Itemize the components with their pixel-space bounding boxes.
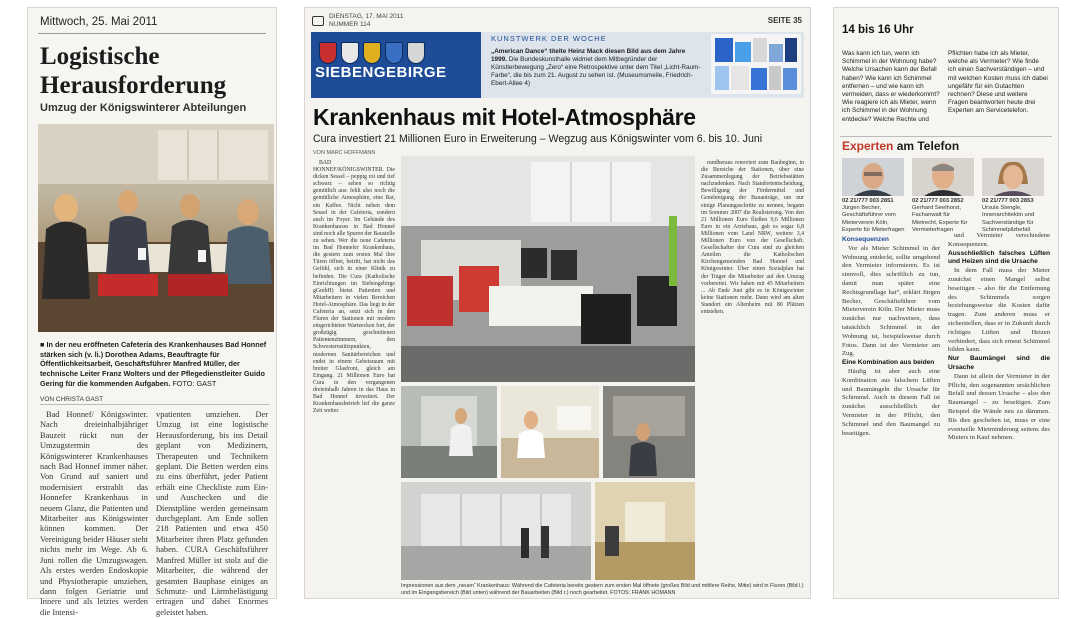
article-headline: Krankenhaus mit Hotel-Atmosphäre [313, 104, 696, 130]
expert-contact [912, 198, 976, 234]
expert-phone: 02 21/777 003 2852 [912, 198, 964, 204]
left-clipping [28, 8, 276, 617]
cafeteria-main-photo-illustration [401, 156, 695, 382]
expert-name: Jürgen Becher, [842, 205, 881, 212]
article-column-2 [156, 410, 268, 617]
photo-credit: FOTOS: FRANK HOMANN [610, 589, 676, 596]
issue-number: NUMMER 114 [329, 21, 371, 28]
body-text: In dem Fall muss der Mieter zunächst einen Mangel selbst beseitigen – also für die Entfernung des Schimmels sorgen beziehungsweise die Kosten dafür tragen. Zum anderen muss er sicherstellen, dass er in Zukunft durch richtiges Lüften und Heizen verhindert, dass sich erneut Schimmel bilden kann. [948, 267, 1050, 354]
section-heading: Konsequenzen [842, 236, 889, 243]
expert-portrait [842, 158, 904, 196]
expert-portrait-illustration [982, 158, 1044, 196]
questions-right: Pflichten habe ich als Mieter, welche als Vermieter? Wie finde ich einen Sachverständigen – und mit welchen Kosten muss ich dabei ungefähr für ein Gutachten rechnen? Diese und weitere Fragen beantworten heute drei Experten am Servicetelefon. [948, 50, 1048, 115]
expert-contact [842, 198, 906, 234]
photo-caption [40, 340, 272, 389]
divider [40, 404, 270, 405]
page-number: SEITE 35 [767, 16, 802, 25]
construction-photo [603, 386, 695, 478]
hotline-time: 14 bis 16 Uhr [842, 24, 914, 36]
artwork-text: Die Bundeskunsthalle widmet dem Mitbegründer der Künstlerbewegung „Zero“ eine Retrospektive unter dem Titel „Licht-Raum-Farbe“, die bis zum 21. August zu sehen ist. (Museumsmeile, Friedrich-Ebert-Allee 4) [491, 56, 701, 87]
cafeteria-main-photo [401, 156, 695, 382]
cafeteria-counter-photo-illustration [501, 386, 599, 478]
clipping-date: Mittwoch, 25. Mai 2011 [40, 16, 158, 28]
photo-credit: FOTO: GAST [172, 378, 217, 388]
corridor-photo-illustration [401, 386, 497, 478]
expert-contact [982, 198, 1046, 234]
corridor-photo [401, 386, 497, 478]
subheadline: Umzug der Königswinterer Abteilungen [40, 102, 247, 114]
town-crest-icon [385, 42, 403, 64]
caption-text: In der neu eröffneten Cafeteria des Krankenhauses Bad Honnef stärken sich (v. li.) Dorothea Adams, Beauftragte für Öffentlichkeitsarbeit, Geschäftsführer Manfred Müller, der technische Leiter Franz Wolters und der Pflegedienstleiter Guido Gering für die kommenden Aufgaben. [40, 340, 267, 388]
town-crest-icon [407, 42, 425, 64]
newspaper-logo-icon [312, 16, 324, 26]
foyer-photo-illustration [595, 482, 695, 580]
byline: VON CHRISTA GAST [40, 396, 104, 403]
headline: Logistische Herausforderung [40, 43, 227, 99]
expert-name: Ursula Stengle, [982, 205, 1022, 212]
expert-portrait-illustration [912, 158, 974, 196]
center-clipping [305, 8, 810, 598]
expert-role: Geschäftsführer vom Mieterverein Köln, Experte für Mieterfragen [842, 212, 905, 233]
expert-portrait [912, 158, 974, 196]
right-clipping [834, 8, 1058, 598]
article-column-b [701, 160, 804, 580]
issue-date: DIENSTAG, 17. MAI 2011 [329, 13, 404, 20]
bullet-square-icon: ■ [40, 340, 47, 349]
expert-role: Fachanwalt für Mietrecht, Experte für Vermieterfragen [912, 212, 968, 233]
cafeteria-photo-illustration [38, 124, 274, 332]
expert-portrait [982, 158, 1044, 196]
construction-photo-illustration [603, 386, 695, 478]
body-text: Vor als Mieter Schimmel in der Wohnung entdeckt, sollte umgehend den Vermieter informieren. Es ist sinnvoll, dies schriftlich zu tun, damit man später eine Rechtsgrundlage hat“, erklärt Jürgen Becher, Geschäftsführer vom Mieterverein Köln. Der Mieter muss zunächst nur nachweisen, dass tatsächlich Schimmel in der Wohnung ist, beispielsweise durch Fotos. Dann ist der Vermieter am Zug. [842, 244, 940, 358]
entrance-photo [401, 482, 591, 580]
photo-caption [401, 583, 805, 596]
town-crest-icon [363, 42, 381, 64]
article-column-1 [40, 410, 148, 617]
byline: VON MARC HOFFMANN [313, 150, 376, 156]
body-text: Dann ist allein der Vermieter in der Pflicht, den sogenannten ursächlichen Befall und dessen Ursache – also den Baumangel – zu beseitigen. Zum Beispiel die Wände neu zu dämmen. Bis dies geschehen ist, muss er eine eventuelle Mietminderung seitens des Mieters in Kauf nehmen. [948, 372, 1050, 442]
issue-info [329, 13, 529, 29]
region-title: SIEBENGEBIRGE [315, 64, 447, 81]
divider [38, 33, 266, 34]
experts-heading [842, 139, 959, 153]
expert-role: Innenarchitektin und Sachverständige für Schimmelpilzbefall [982, 212, 1035, 233]
expert-phone: 02 21/777 003 2853 [982, 198, 1034, 204]
section-heading: Eine Kombination aus beiden [842, 359, 935, 367]
town-crest-icon [319, 42, 337, 64]
body-text: Bad Honnef/ Königswinter. Nach dreieinhalbjähriger Bauzeit rückt nun der Umzugstermin des Königswinterer Krankenhauses nach Bad Honnef immer näher. Von Grund auf saniert und modernisiert erstrahlt das Honnefer Krankenhaus in neuem Glanz, die Patienten und Mitarbeiter aus Königswinter können kommen. Der Vereinigung beider Häuser steht nichts mehr im Wege. Ab 6. Juni rollen die Umzugswagen. Als erstes werden Endoskopie und Physiotherapie umziehen, dann folgen Geriatrie und Innere und als letztes werden die Intensi- [40, 410, 148, 617]
expert-portrait-illustration [842, 158, 904, 196]
article-deck: Cura investiert 21 Millionen Euro in Erweiterung – Wegzug aus Königswinter vom 6. bis 10. Juni [313, 133, 763, 145]
artwork-illustration [711, 34, 801, 94]
article-column-left [842, 232, 940, 596]
section-heading: Nur Baumängel sind die Ursache [948, 355, 1050, 371]
body-text: BAD HONNEF/KÖNIGSWINTER. Die dicken Sessel – peppig rot und tief schwarz – sehen so richtig gemütlich aus: fehlt also noch die gemütliche Atmosphäre, eine Bar, ein Kaffee. Nicht neben dem Sessel in der Cafeteria, sondern auch im Foyer. Im Gebäude des Krankenhauses in Bad Honnef sind noch alle Spuren der Baustelle zu sehen. Wer die neue Cafeteria im Bad Honnefer Krankenhaus, die gestern zum ersten Mal ihre Türen öffnet, betritt, hat nicht das Gefühl, sich in einer Klinik zu befinden. Die Cura (Katholische Einrichtungen im Siebengebirge gGmbH) bietet Patienten und Mitarbeitern in vielen Bereichen Hotel-Atmosphäre. Das liegt in der Cafeteria an, setzt sich in den Fluren der Stationen mit modern eingerichteten Warteecken fort, der großzügig geschnittenen Patientenzimmern, den Schwesternstützpunkten, modernen Sanitärbereichen und endet in einem Gebetsraum mit breiter Glasfront, gleich am Eingang. 21 Millionen Euro hat Cura in den vergangenen dreieinhalb Jahren in das Haus in Bad Honnef investiert. Der Krankenhausbetrieb lief die ganze Zeit weiter. [313, 160, 395, 415]
artwork-image [711, 34, 801, 94]
body-text: Häufig ist aber auch eine Kombination aus falschem Lüften und Baumängeln die Ursache für Schimmel. Auch in diesem Fall ist zunächst ausschließlich der Vermieter in der Pflicht, den Schimmel und den Baumangel zu beseitigen. [842, 367, 940, 437]
expert-phone: 02 21/777 003 2851 [842, 198, 894, 204]
town-crest-icon [341, 42, 359, 64]
cafeteria-counter-photo [501, 386, 599, 478]
article-column-right [948, 232, 1050, 596]
body-text: vpatienten umziehen. Der Umzug ist eine logistische Herausforderung, bis ins Detail geplant von Medizinern, Therapeuten und Technikern geplant. Die Betten werden eins zu eins überführt, jeder Patient erhält eine Checkliste zum Ein- und Auschecken und die Dienstpläne werden gemeinsam durchgeplant. Am Ende sollen 218 Patienten und etwa 450 Mitarbeiter ihren Platz gefunden haben. CURA Geschäftsführer Manfred Müller ist stolz auf die Mitarbeiter, die während der gesamten Bauphase einiges an Schmutz- und Lärmbelästigung ertragen und dabei Enormes geleistet haben. [156, 410, 268, 617]
foyer-photo [595, 482, 695, 580]
experts-heading-text: am Telefon [893, 139, 960, 153]
body-text: und Vermieter verschiedene Konsequenzen. [948, 232, 1050, 248]
artwork-description [491, 48, 701, 88]
artwork-section-title: KUNSTWERK DER WOCHE [491, 34, 607, 43]
entrance-photo-illustration [401, 482, 591, 580]
artwork-lead: „American Dance“ titelte Heinz Mack diesen Bild aus dem Jahre 1999. [491, 48, 686, 63]
article-column-a [313, 160, 395, 590]
questions-left: Was kann ich tun, wenn ich Schimmel in der Wohnung habe? Welche Ursachen kann der Befall haben? Wie kann ich Schimmel entfernen – und wie kann ich vermeiden, dass er wiederkommt? Wie reagiere ich als Mieter, wenn ich Schimmel in der Wohnung entdecke? Welche Rechte und [842, 50, 940, 123]
section-heading: Ausschließlich falsches Lüften und Heizen sind die Ursache [948, 249, 1050, 266]
experts-heading-accent: Experten [842, 139, 894, 153]
expert-name: Gerhard Seelhorst, [912, 205, 961, 212]
body-text: rundheraus renoviert zum Baubeginn, in die Bereiche der Stationen, über eine Zusammenlegung der Betriebsstätten nachzudenken. Nach Standortentscheidung, Bewilligung der Fördermittel und Genehmigung der Bauanträge, um nur einige Planungsschritte zu nennen, begann im Sommer 2007 die Realisierung. Von den 21 Millionen Euro fließen 9,6 Millionen Euro in ein Arztehaus, gab es sogar 6,8 Millionen vom Land NRW, weitere 3,4 Millionen Euro von der Gesellschaft. Gesellschafter der Cura sind zu gleichen Anteilen die Katholischen Kirchengemeinden Bad Honnef und Königswinter. Über einen Sozialplan hat der Träger die Mitarbeiter auf den Umzug vorbereitet. Wir haben mit 45 Mitarbeitern ... Ab Ende Juni gibt es in Königswinter keine Stationen mehr. Dann wird am alten Standort ein Altenheim mit 80 Plätzen entstehen. [701, 160, 804, 315]
cafeteria-photo [38, 124, 274, 332]
caption-text: Impressionen aus dem „neuen“ Krankenhaus: Während die Cafeteria bereits gestern zum ersten Mal öffnete (großes Bild und mittlere Reihe, Mitte) wird in Fluren (Bild l.) und im Eingangsbereich (Bild unten) während der Bauarbeiten (Bild r.) noch gearbeitet. [401, 583, 804, 596]
